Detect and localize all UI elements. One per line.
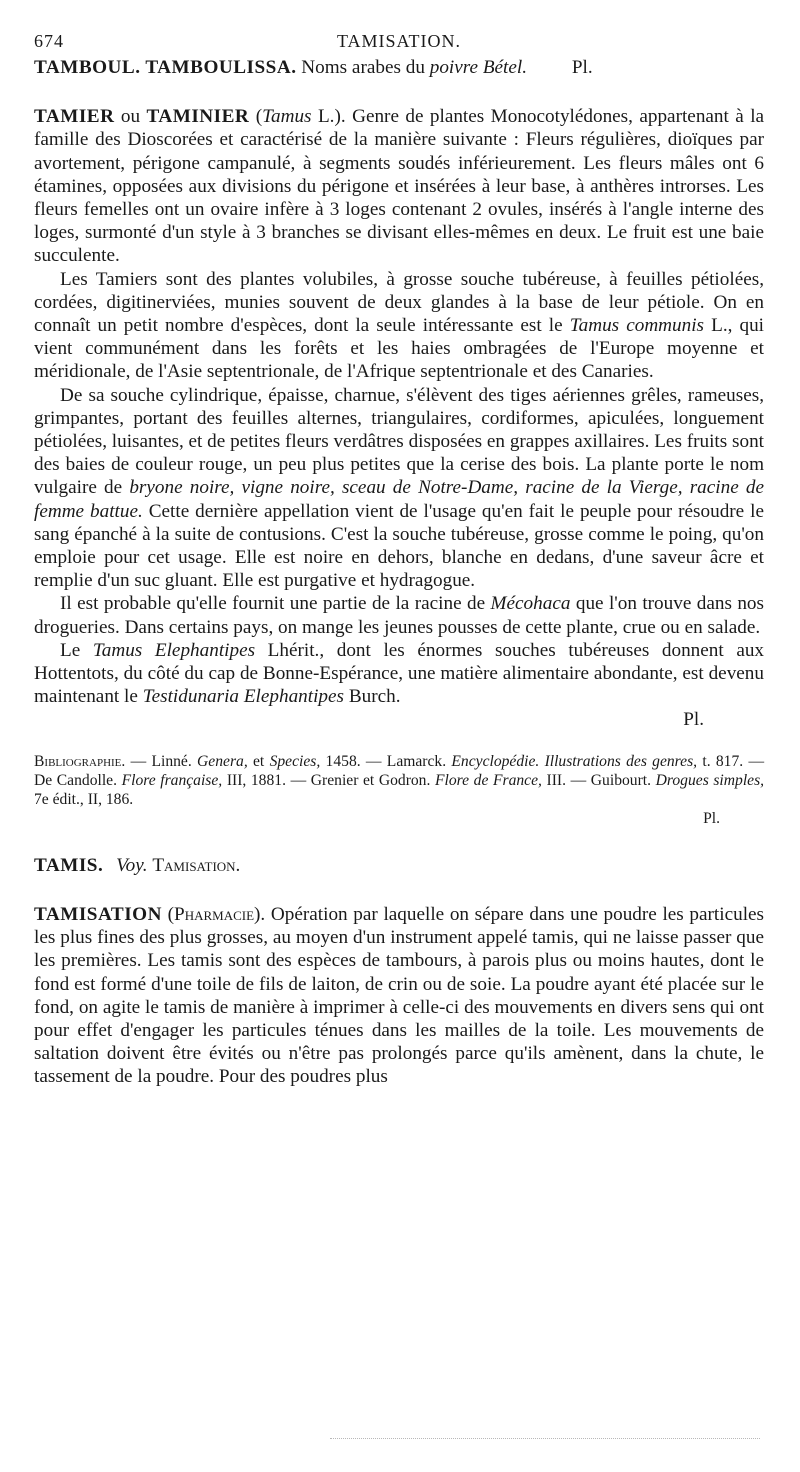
entry-category: (Pharmacie).: [167, 903, 266, 925]
headword-or: ou: [120, 106, 141, 128]
latin-author: L.).: [317, 106, 346, 128]
see-also: Voy.: [116, 854, 148, 876]
bibliography-label: Bibliographie.: [34, 752, 126, 770]
paragraph-3: De sa souche cylindrique, épaisse, charnue, s'élèvent des tiges aériennes grêles, rameuses, grimpantes, portant des feuilles alternes, triangulaires, cordiformes, apiculées, longuement pétiolées, luisantes, et de petites fleurs verdâtres disposées en grappes axillaires. Les fruits sont des baies de couleur rouge, un peu plus petites que la cerise des bois. La plante porte le nom vulgaire de bryone noire, vigne noire, sceau de Notre-Dame, racine de la Vierge, racine de femme battue. Cette dernière appellation vient de l'usage qu'en fait le peuple pour résoudre le sang épanché à la suite de contusions. C'est la souche tubéreuse, grosse comme le poing, qu'on emploie pour cet usage. Elle est noire en dehors, blanche en dedans, d'une saveur âcre et remplie d'un suc gluant. Elle est purgative et hydragogue.: [34, 384, 765, 592]
headword-tamisation: TAMISATION: [34, 903, 162, 925]
page-number: 674: [34, 31, 64, 51]
author-sign: Pl.: [571, 57, 593, 78]
entry-tamis: [34, 854, 764, 877]
paragraph-4: Il est probable qu'elle fournit une partie de la racine de Mécohaca que l'on trouve dans nos drogueries. Dans certains pays, on mange les jeunes pousses de cette plante, crue ou en salade.: [34, 593, 764, 638]
entry-tamisation: [34, 903, 764, 1089]
entry-tamier: TAMIER ou TAMINIER (Tamus L.). Genre de plantes Monocotylédones, appartenant à la famille des Dioscorées et caractérisé de la manière suivante : Fleurs régulières, dioïques par avortement, périgone campanulé, à segments soudés inférieurement. Les fleurs mâles ont 6 étamines, opposées aux divisions du périgone et insérées à leur base, à anthères introrses. Les fleurs femelles ont un ovaire infère à 3 loges contenant 2 ovules, insérés à l'angle interne des loges, surmonté d'un style à 3 branches se divisant elles-mêmes en deux. Le fruit est une baie succulente. Les Tamiers sont des plantes volubiles, à grosse souche tubéreuse, à feuilles pétiolées, cordées, digitinerviées, munies souvent de deux glandes à la base de leur pétiole. On en connaît un petit nombre d'espèces, dont la seule intéressante est le Tamus communis L., qui vient communément dans les forêts et les haies ombragées de l'Europe moyenne et méridionale, de l'Asie septentrionale, de l'Afrique septentrionale et des Canaries. De sa souche cylindrique, épaisse, charnue, s'élèvent des tiges aériennes grêles, rameuses, grimpantes, portant des feuilles alternes, triangulaires, cordiformes, apiculées, longuement pétiolées, luisantes, et de petites fleurs verdâtres disposées en grappes axillaires. Les fruits sont des baies de couleur rouge, un peu plus petites que la cerise des bois. La plante porte le nom vulgaire de bryone noire, vigne noire, sceau de Notre-Dame, racine de la Vierge, racine de femme battue. Cette dernière appellation vient de l'usage qu'en fait le peuple pour résoudre le sang épanché à la suite de contusions. C'est la souche tubéreuse, grosse comme le poing, qu'on emploie pour cet usage. Elle est noire en dehors, blanche en dedans, d'une saveur âcre et remplie d'un suc gluant. Elle est purgative et hydragogue. Il est probable qu'elle fournit une partie de la racine de Mécohaca que l'on trouve dans nos drogueries. Dans certains pays, on mange les jeunes pousses de cette plante, crue ou en salade. Le Tamus Elephantipes Lhérit., dont les énormes souches tubéreuses donnent aux Hottentots, du côté du cap de Bonne-Espérance, une matière alimentaire abondante, est devenu maintenant le Testidunaria Elephantipes Burch. Pl.: [34, 106, 765, 731]
headword-taminier: TAMINIER: [146, 106, 250, 128]
headword-tamboulissa: TAMBOULISSA.: [145, 57, 297, 78]
headword-tamier: TAMIER: [34, 106, 115, 128]
paragraph-2: Les Tamiers sont des plantes volubiles, à grosse souche tubéreuse, à feuilles pétiolées, cordées, digitinerviées, munies souvent de deux glandes à la base de leur pétiole. On en connaît un petit nombre d'espèces, dont la seule intéressante est le Tamus communis L., qui vient communément dans les forêts et les haies ombragées de l'Europe moyenne et méridionale, de l'Asie septentrionale, de l'Afrique septentrionale et des Canaries.: [34, 268, 765, 383]
author-sign: Pl.: [703, 809, 720, 827]
entry-tamboul: [34, 56, 764, 79]
paragraph-5: Le Tamus Elephantipes Lhérit., dont les énormes souches tubéreuses donnent aux Hottentots, du côté du cap de Bonne-Espérance, une matière alimentaire abondante, est devenu maintenant le Testidunaria Elephantipes Burch.: [34, 639, 765, 708]
page-bottom-edge: [330, 1438, 760, 1440]
cross-reference: Tamisation.: [152, 854, 241, 876]
bibliography: Bibliographie. — Linné. Genera, et Species, 1458. — Lamarck. Encyclopédie. Illustrations des genres, t. 817. — De Candolle. Flore française, III, 1881. — Grenier et Godron. Flore de France, III. — Guibourt. Drogues simples, 7e édit., II, 186. Pl.: [34, 752, 765, 827]
running-header: [34, 30, 764, 56]
entry-text: Opération par laquelle on sépare dans une poudre les particules les plus fines des plus grosses, au moyen d'un instrument appelé tamis, qui ne laisse passer que les premières. Les tamis sont des espèces de tambours, à parois plus ou moins hautes, dont le fond est formé d'une toile de fils de laiton, de crin ou de soie. La poudre ayant été placée sur le fond, on agite le tamis de manière à imprimer à celle-ci des mouvements en divers sens qui ont pour effet d'engager les particules ténues dans les mailles de la toile. Les mouvements de saltation doivent être évités ou n'être pas prolongés parce qu'ils amènent, dans la chute, le tassement de la poudre. Pour des poudres plus: [34, 903, 765, 1088]
entry-text: Noms arabes du: [301, 57, 425, 78]
paragraph-1: Genre de plantes Monocotylédones, appartenant à la famille des Dioscorées et caractérisé de la manière suivante : Fleurs régulières, dioïques par avortement, périgone campanulé, à segments soudés inférieurement. Les fleurs mâles ont 6 étamines, opposées aux divisions du périgone et insérées à leur base, à anthères introrses. Les fleurs femelles ont un ovaire infère à 3 loges contenant 2 ovules, insérés à l'angle interne des loges, surmonté d'un style à 3 branches se divisant elles-mêmes en deux. Le fruit est une baie succulente.: [34, 106, 765, 267]
entry-italic: poivre Bétel.: [429, 57, 528, 78]
headword-tamboul: TAMBOUL.: [34, 57, 141, 78]
author-sign: Pl.: [683, 709, 704, 731]
headword-tamis: TAMIS.: [34, 854, 104, 876]
running-title: TAMISATION.: [336, 31, 462, 51]
latin-name: Tamus: [262, 106, 312, 128]
document-page: [34, 30, 764, 1089]
